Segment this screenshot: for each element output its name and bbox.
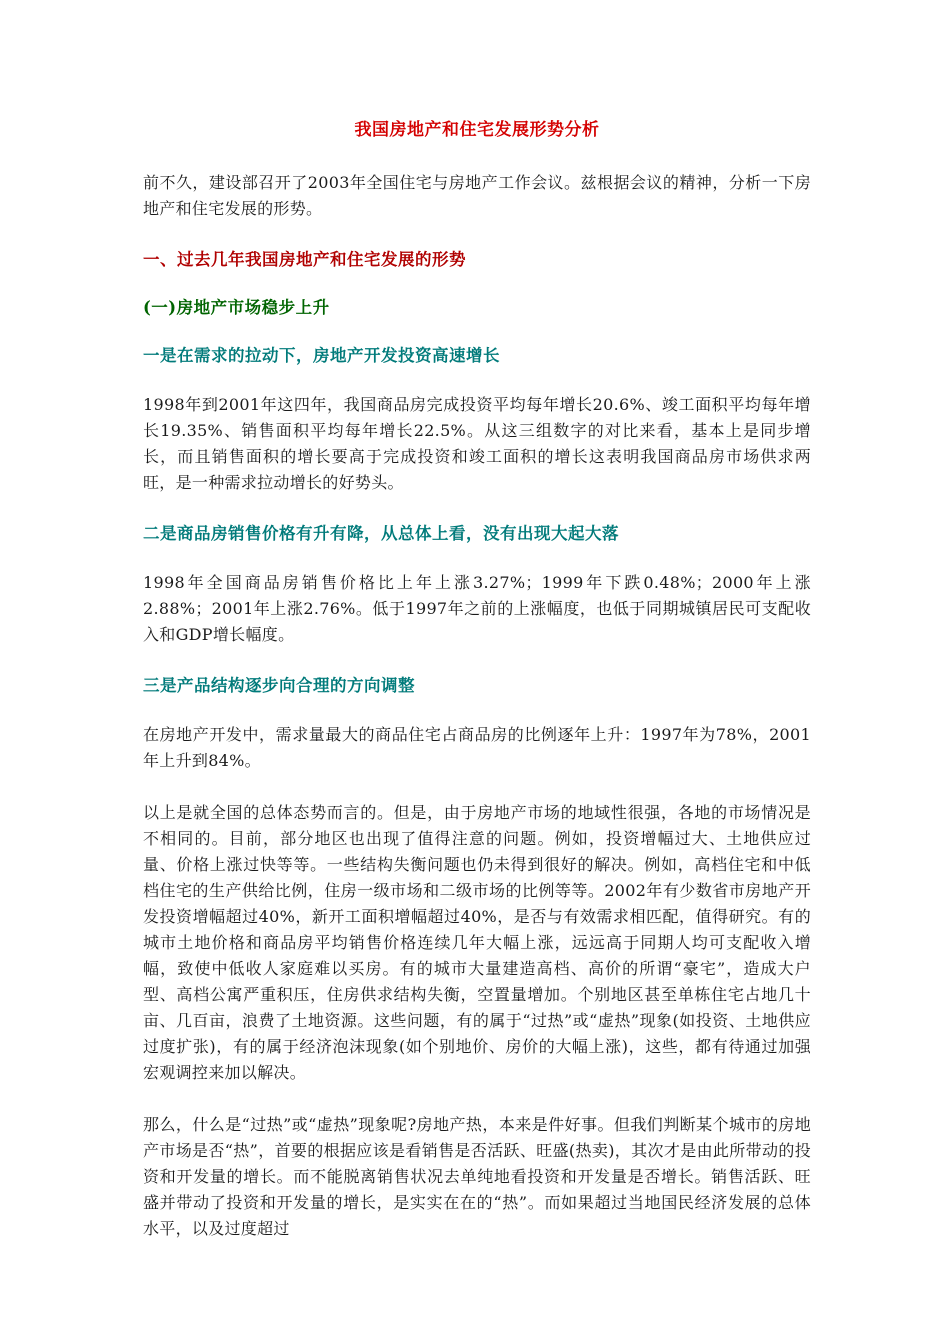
point-heading-3: 三是产品结构逐步向合理的方向调整 [143,676,415,695]
regional-paragraph: 以上是就全国的总体态势而言的。但是，由于房地产市场的地域性很强，各地的市场情况是不相同的。目前，部分地区也出现了值得注意的问题。例如，投资增幅过大、土地供应过量、价格上涨过快等等。一些结构失衡问题也仍未得到很好的解决。例如，高档住宅和中低档住宅的生产供给比例，住房一级市场和二级市场的比例等等。2002年有少数省市房地产开发投资增幅超过40%，新开工面积增幅超过40%，是否与有效需求相匹配，值得研究。有的城市土地价格和商品房平均销售价格连续几年大幅上涨，远远高于同期人均可支配收入增幅，致使中低收人家庭难以买房。有的城市大量建造高档、高价的所谓“豪宅”，造成大户型、高档公寓严重积压，住房供求结构失衡，空置量增加。个别地区甚至单栋住宅占地几十亩、几百亩，浪费了土地资源。这些问题，有的属于“过热”或“虚热”现象(如投资、土地供应过度扩张)，有的属于经济泡沫现象(如个别地价、房价的大幅上涨)，这些，都有待通过加强宏观调控来加以解决。 [143,803,811,1082]
subsection-heading: (一)房地产市场稳步上升 [143,298,330,317]
document-page [143,118,811,1268]
overheat-paragraph: 那么，什么是“过热”或“虚热”现象呢?房地产热，本来是件好事。但我们判断某个城市的房地产市场是否“热”，首要的根据应该是看销售是否活跃、旺盛(热卖)，其次才是由此所带动的投资和开发量的增长。而不能脱离销售状况去单纯地看投资和开发量是否增长。销售活跃、旺盛并带动了投资和开发量的增长，是实实在在的“热”。而如果超过当地国民经济发展的总体水平，以及过度超过 [143,1115,811,1238]
point-heading-2: 二是商品房销售价格有升有降，从总体上看，没有出现大起大落 [143,524,619,543]
point-paragraph-3: 在房地产开发中，需求量最大的商品住宅占商品房的比例逐年上升：1997年为78%，2001年上升到84%。 [143,725,811,770]
point-paragraph-1: 1998年到2001年这四年，我国商品房完成投资平均每年增长20.6%、竣工面积平均每年增长19.35%、销售面积平均每年增长22.5%。从这三组数字的对比来看，基本上是同步增长，而且销售面积的增长要高于完成投资和竣工面积的增长这表明我国商品房市场供求两旺，是一种需求拉动增长的好势头。 [143,395,811,492]
section-heading: 一、过去几年我国房地产和住宅发展的形势 [143,250,466,269]
point-heading-1: 一是在需求的拉动下，房地产开发投资高速增长 [143,346,500,365]
document-title: 我国房地产和住宅发展形势分析 [354,120,600,140]
intro-paragraph: 前不久，建设部召开了2003年全国住宅与房地产工作会议。兹根据会议的精神，分析一下房地产和住宅发展的形势。 [143,173,811,218]
point-paragraph-2: 1998年全国商品房销售价格比上年上涨3.27%；1999年下跌0.48%；2000年上涨2.88%；2001年上涨2.76%。低于1997年之前的上涨幅度，也低于同期城镇居民可支配收入和GDP增长幅度。 [143,573,811,644]
